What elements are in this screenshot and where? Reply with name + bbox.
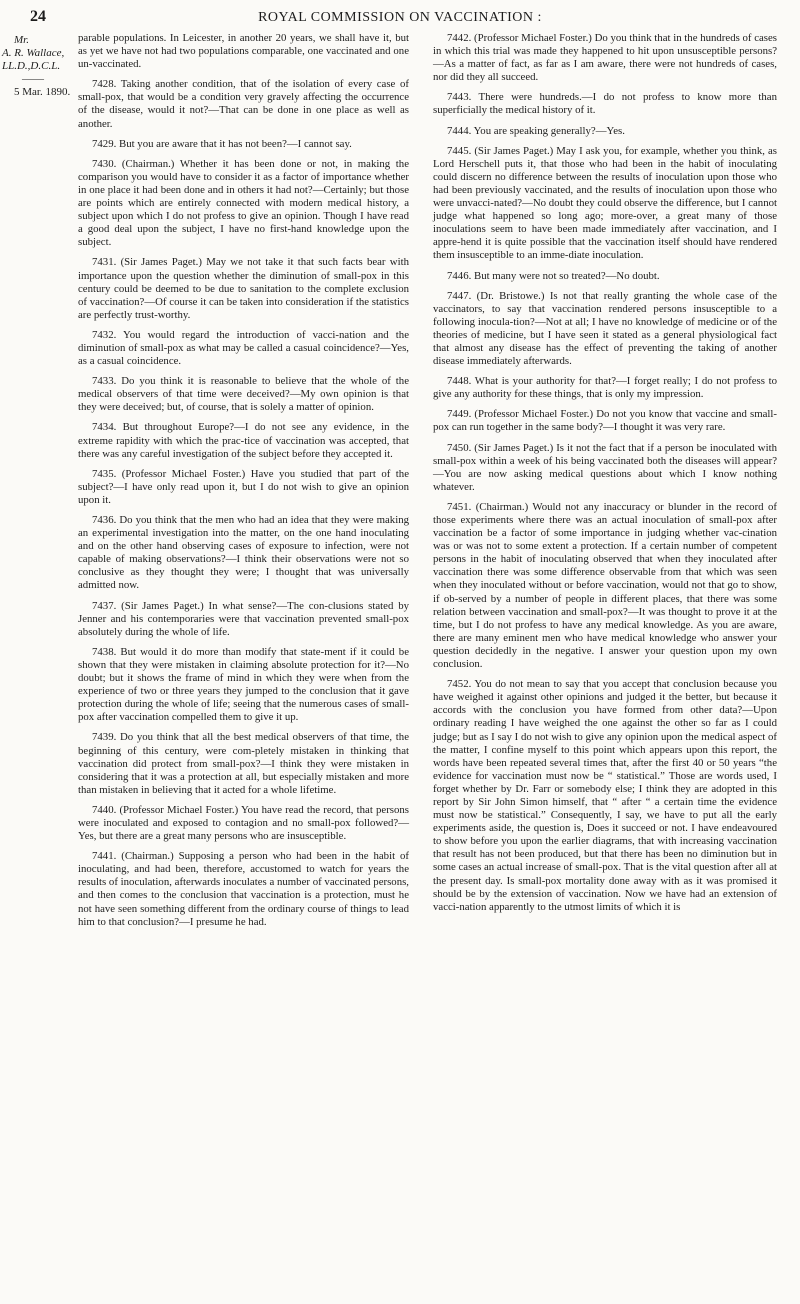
paragraph: 7445. (Sir James Paget.) May I ask you, for example, whether you think, as Lord Herschell puts it, that those who had been in the habit of inoculating could discern no difference between the results of inoculation upon those who had been previously vaccinated, and the results of inoculation upon those who were unvacci-nated?—No doubt they could observe the difference, but I cannot judge what happened so long ago; more-over, a great many of those inoculations seem to have been made immediately after vaccination, and I appre-hend it is quite possible that the vaccination itself should have rendered them insusceptible to an imme-diate inoculation. [433,144,777,262]
paragraph: 7431. (Sir James Paget.) May we not take it that such facts bear with importance upon the question whether the diminution of small-pox in this century could be deemed to be due to sanitation to the complete exclusion of vaccination?—Of course it can be taken into consideration if the statistics are perfectly trust-worthy. [78,256,409,321]
page-header [0,8,800,30]
paragraph: 7437. (Sir James Paget.) In what sense?—The con-clusions stated by Jenner and his contemporaries were that vaccination prevented small-pox absolutely during the whole of life. [78,599,409,638]
paragraph: 7451. (Chairman.) Would not any inaccuracy or blunder in the record of those experiments where there was an actual inoculation of small-pox after vaccination be a factor of some importance in judging whether vac-cination was or was not to some extent a protection. If a certain number of competent persons in the habit of inoculating observed that when they inoculated after vaccination there was some difference observable from that which was seen when they inoculated without or before vaccination, would not that go to show, if ob-served by a number of people in different places, that there was some relation between vaccination and small-pox?—It was thought to prove it at the time, but I do not profess to have any medical knowledge. As you are aware, there are many eminent men who have medical knowledge who answer your question decidedly in the negative. I answer your question upon my own conclusion. [433,500,777,671]
paragraph: 7452. You do not mean to say that you accept that conclusion because you have weighed it against other opinions and judged it the better, but because it accords with the conclusion you have formed from other data?—Upon ordinary reading I have weighed the one against the other so far as I could judge; but as I say I do not wish to give any opinion upon the medical aspect of the matter, I confine myself to this point which appears upon this report, the words have been repeated several times that, after the first 40 or 50 years “the evidence for vaccination must now be “ statistical.” Those are words used, I forget whether by Dr. Farr or somebody else; I think they are adopted in this report by Sir John Simon himself, that “ after “ a certain time the evidence must now be statistical.” Consequently, I say, we have to put all the early experiments aside, the question is, Does it succeed or not. I have endeavoured to show before you upon the earlier diagrams, that with increasing vaccination that result has not been produced, but that there has been no diminution but in some cases an actual increase of small-pox. That is the vital question after all at the present day. Is small-pox mortality done away with as it was promised it should be by the extension of vaccination. Now we have had an extension of vacci-nation apparently to the utmost limits of which it is [433,678,777,913]
paragraph: 7438. But would it do more than modify that state-ment if it could be shown that they were mistaken in claiming absolute protection for it?—No doubt; but it shows the frame of mind in which they were when from the experience of two or three years they jumped to the conclusion that it gave protection during the whole of life; seeing that the numerous cases of small-pox after vaccination compelled them to give it up. [78,645,409,724]
page-number: 24 [30,8,46,25]
paragraph: 7428. Taking another condition, that of the isolation of every case of small-pox, that would be a condition very gravely affecting the occurrence of the disease, would it not?—That can be done in one place as well as another. [78,78,409,130]
paragraph: 7432. You would regard the introduction of vacci-nation and the diminution of small-pox as what may be called a casual coincidence?—Yes, as a casual coincidence. [78,328,409,368]
right-column [433,32,777,921]
witness-name: A. R. Wallace, [2,47,65,59]
running-title: ROYAL COMMISSION ON VACCINATION : [258,10,542,25]
paragraph: 7447. (Dr. Bristowe.) Is not that really granting the whole case of the vaccinators, to say that vaccination rendered persons insusceptible to a following inocula-tion?—Not at all; I have no knowledge of medicine or of the theories of medicine, but I have seen it stated as a general physiological fact that almost any disease has the effect of preventing the taking of another disease immediately afterwards. [433,289,777,368]
witness-degrees: LL.D.,D.C.L. [2,60,61,72]
paragraph: 7442. (Professor Michael Foster.) Do you think that in the hundreds of cases in which this trial was made they happened to hit upon unsusceptible persons?—As a matter of fact, as far as I am aware, there were not hundreds of cases, nor did they all succeed. [433,32,777,84]
paragraph: 7450. (Sir James Paget.) Is it not the fact that if a person be inoculated with small-pox within a week of his being vaccinated both the diseases will appear?—You are now asking medical questions about which I know nothing whatever. [433,441,777,493]
paragraph: 7434. But throughout Europe?—I do not see any evidence, in the extreme rapidity with which the prac-tice of vaccination was accepted, that there was any careful investigation of the subject before they accepted it. [78,421,409,460]
witness-honorific: Mr. [14,34,29,46]
paragraph: parable populations. In Leicester, in another 20 years, we shall have it, but as yet we have not had two populations comparable, one vaccinated and one un-vaccinated. [78,32,409,71]
paragraph: 7435. (Professor Michael Foster.) Have you studied that part of the subject?—I have only read upon it, but I do not wish to give an opinion upon it. [78,467,409,506]
paragraph: 7441. (Chairman.) Supposing a person who had been in the habit of inoculating, and had been, therefore, accustomed to watch for years the results of inoculation, afterwards inoculates a number of vaccinated persons, and then comes to the conclusion that vaccination is a protection, must he not have seen something different from the ordinary course of things to lead him to that conclusion?—I presume he had. [78,850,409,928]
paragraph: 7433. Do you think it is reasonable to believe that the whole of the medical observers of that time were deceived?—My own opinion is that they were deceived; but, of course, that is solely a matter of opinion. [78,375,409,414]
paragraph: 7440. (Professor Michael Foster.) You have read the record, that persons were inoculated and exposed to contagion and no small-pox followed?—Yes, but there are a great many persons who are insusceptible. [78,803,409,843]
paragraph: 7436. Do you think that the men who had an idea that they were making an experimental investigation into the matter, on the one hand inoculating and on the other hand observing cases of exposure to infection, were not capable of making observations?—I think their observations were not so conclusive as they thought they were; I thought that was universally admitted now. [78,514,409,592]
paragraph: 7443. There were hundreds.—I do not profess to know more than superficially the medical history of it. [433,91,777,117]
paragraph: 7446. But many were not so treated?—No doubt. [447,269,660,282]
paragraph: 7448. What is your authority for that?—I forget really; I do not profess to give any authority for these things, that is only my impression. [433,375,777,401]
paragraph: 7449. (Professor Michael Foster.) Do not you know that vaccine and small-pox can run together in the same body?—I thought it was very rare. [433,408,777,434]
paragraph: 7429. But you are aware that it has not been?—I cannot say. [92,137,352,150]
left-column [78,32,409,936]
paragraph: 7430. (Chairman.) Whether it has been done or not, in making the comparison you would have to consider it as a factor of importance whether in one place it had been done and in others it had not?—Certainly; but those are points which are entirely connected with modern medical history, a subject upon which I do not profess to give an opinion. Though I have read a good deal upon the subject, I have no first-hand knowledge upon the subject. [78,157,409,249]
margin-note [2,34,72,99]
sitting-date: 5 Mar. 1890. [14,86,71,98]
margin-separator: —— [22,73,44,85]
paragraph: 7444. You are speaking generally?—Yes. [447,124,625,137]
paragraph: 7439. Do you think that all the best medical observers of that time, the beginning of this century, were com-pletely mistaken in thinking that vaccination did protect from small-pox?—I think they were mistaken in considering that it was a protection at all, but especially mistaken and more than mistaken in believing that it acted for a whole lifetime. [78,731,409,796]
